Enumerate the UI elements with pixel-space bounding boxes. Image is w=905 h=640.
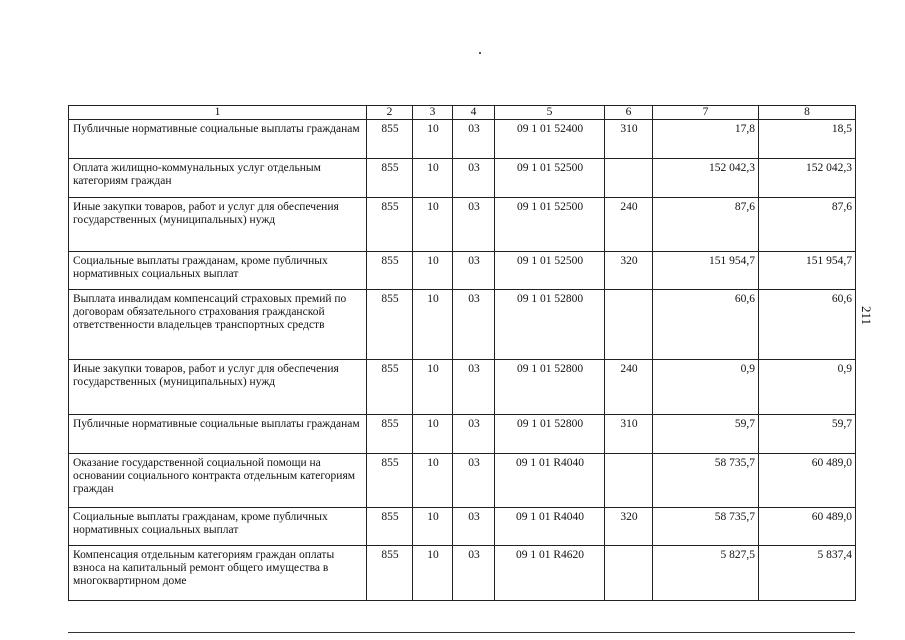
row-ministry: 855 bbox=[367, 360, 413, 415]
row-section: 10 bbox=[413, 159, 453, 198]
row-target-article: 09 1 01 52800 bbox=[495, 290, 605, 360]
row-expense-type bbox=[605, 290, 653, 360]
table-row bbox=[69, 120, 856, 159]
table-row bbox=[69, 508, 856, 546]
bottom-rule bbox=[68, 632, 855, 633]
row-section: 10 bbox=[413, 508, 453, 546]
row-expense-type: 240 bbox=[605, 198, 653, 252]
row-name: Иные закупки товаров, работ и услуг для обеспечения государственных (муниципальных) нужд bbox=[69, 360, 367, 415]
row-section: 10 bbox=[413, 120, 453, 159]
row-ministry: 855 bbox=[367, 290, 413, 360]
row-amount-2: 151 954,7 bbox=[759, 252, 856, 290]
row-amount-2: 18,5 bbox=[759, 120, 856, 159]
row-amount-1: 58 735,7 bbox=[653, 508, 759, 546]
row-subsection: 03 bbox=[453, 159, 495, 198]
row-section: 10 bbox=[413, 546, 453, 601]
row-amount-1: 151 954,7 bbox=[653, 252, 759, 290]
row-target-article: 09 1 01 52400 bbox=[495, 120, 605, 159]
header-col-6: 6 bbox=[605, 106, 653, 120]
row-amount-1: 59,7 bbox=[653, 415, 759, 454]
table-row bbox=[69, 546, 856, 601]
row-amount-1: 58 735,7 bbox=[653, 454, 759, 508]
row-name: Оказание государственной социальной помощи на основании социального контракта отдельным категориям граждан bbox=[69, 454, 367, 508]
row-expense-type: 310 bbox=[605, 120, 653, 159]
row-section: 10 bbox=[413, 290, 453, 360]
row-ministry: 855 bbox=[367, 454, 413, 508]
row-target-article: 09 1 01 52500 bbox=[495, 159, 605, 198]
row-ministry: 855 bbox=[367, 159, 413, 198]
page-number: 211 bbox=[859, 306, 874, 326]
row-target-article: 09 1 01 R4620 bbox=[495, 546, 605, 601]
row-subsection: 03 bbox=[453, 454, 495, 508]
table-row bbox=[69, 360, 856, 415]
row-name: Компенсация отдельным категориям граждан оплаты взноса на капитальный ремонт общего имущества в многоквартирном доме bbox=[69, 546, 367, 601]
row-amount-2: 60 489,0 bbox=[759, 508, 856, 546]
row-amount-2: 59,7 bbox=[759, 415, 856, 454]
row-amount-1: 60,6 bbox=[653, 290, 759, 360]
row-subsection: 03 bbox=[453, 120, 495, 159]
row-expense-type: 240 bbox=[605, 360, 653, 415]
row-amount-1: 87,6 bbox=[653, 198, 759, 252]
row-section: 10 bbox=[413, 198, 453, 252]
row-amount-1: 0,9 bbox=[653, 360, 759, 415]
row-ministry: 855 bbox=[367, 508, 413, 546]
row-target-article: 09 1 01 52500 bbox=[495, 198, 605, 252]
table-row bbox=[69, 454, 856, 508]
table-row bbox=[69, 415, 856, 454]
header-col-1: 1 bbox=[69, 106, 367, 120]
row-section: 10 bbox=[413, 415, 453, 454]
row-subsection: 03 bbox=[453, 198, 495, 252]
row-subsection: 03 bbox=[453, 290, 495, 360]
row-expense-type bbox=[605, 454, 653, 508]
row-subsection: 03 bbox=[453, 546, 495, 601]
row-expense-type: 310 bbox=[605, 415, 653, 454]
row-target-article: 09 1 01 R4040 bbox=[495, 508, 605, 546]
row-amount-2: 60,6 bbox=[759, 290, 856, 360]
row-expense-type bbox=[605, 546, 653, 601]
table-row bbox=[69, 198, 856, 252]
row-target-article: 09 1 01 52800 bbox=[495, 360, 605, 415]
row-name: Публичные нормативные социальные выплаты гражданам bbox=[69, 120, 367, 159]
row-subsection: 03 bbox=[453, 360, 495, 415]
header-col-2: 2 bbox=[367, 106, 413, 120]
row-section: 10 bbox=[413, 454, 453, 508]
table-row bbox=[69, 159, 856, 198]
row-amount-1: 152 042,3 bbox=[653, 159, 759, 198]
header-col-7: 7 bbox=[653, 106, 759, 120]
row-name: Выплата инвалидам компенсаций страховых премий по договорам обязательного страхования гражданской ответственности владельцев транспортных средств bbox=[69, 290, 367, 360]
row-ministry: 855 bbox=[367, 415, 413, 454]
header-row bbox=[69, 106, 856, 120]
scan-speck bbox=[479, 52, 481, 54]
table-row bbox=[69, 252, 856, 290]
row-subsection: 03 bbox=[453, 252, 495, 290]
header-col-5: 5 bbox=[495, 106, 605, 120]
row-amount-1: 5 827,5 bbox=[653, 546, 759, 601]
header-col-8: 8 bbox=[759, 106, 856, 120]
row-amount-2: 0,9 bbox=[759, 360, 856, 415]
row-expense-type: 320 bbox=[605, 508, 653, 546]
row-name: Социальные выплаты гражданам, кроме публичных нормативных социальных выплат bbox=[69, 508, 367, 546]
row-ministry: 855 bbox=[367, 198, 413, 252]
header-col-3: 3 bbox=[413, 106, 453, 120]
row-amount-1: 17,8 bbox=[653, 120, 759, 159]
row-expense-type bbox=[605, 159, 653, 198]
table-row bbox=[69, 290, 856, 360]
row-expense-type: 320 bbox=[605, 252, 653, 290]
row-target-article: 09 1 01 52500 bbox=[495, 252, 605, 290]
row-name: Социальные выплаты гражданам, кроме публичных нормативных социальных выплат bbox=[69, 252, 367, 290]
row-amount-2: 152 042,3 bbox=[759, 159, 856, 198]
row-name: Публичные нормативные социальные выплаты гражданам bbox=[69, 415, 367, 454]
row-subsection: 03 bbox=[453, 415, 495, 454]
row-ministry: 855 bbox=[367, 252, 413, 290]
row-amount-2: 60 489,0 bbox=[759, 454, 856, 508]
row-ministry: 855 bbox=[367, 120, 413, 159]
row-section: 10 bbox=[413, 360, 453, 415]
row-subsection: 03 bbox=[453, 508, 495, 546]
row-ministry: 855 bbox=[367, 546, 413, 601]
row-target-article: 09 1 01 52800 bbox=[495, 415, 605, 454]
budget-table bbox=[68, 105, 856, 601]
header-col-4: 4 bbox=[453, 106, 495, 120]
row-section: 10 bbox=[413, 252, 453, 290]
row-amount-2: 5 837,4 bbox=[759, 546, 856, 601]
row-amount-2: 87,6 bbox=[759, 198, 856, 252]
row-name: Оплата жилищно-коммунальных услуг отдельным категориям граждан bbox=[69, 159, 367, 198]
row-name: Иные закупки товаров, работ и услуг для обеспечения государственных (муниципальных) нужд bbox=[69, 198, 367, 252]
row-target-article: 09 1 01 R4040 bbox=[495, 454, 605, 508]
